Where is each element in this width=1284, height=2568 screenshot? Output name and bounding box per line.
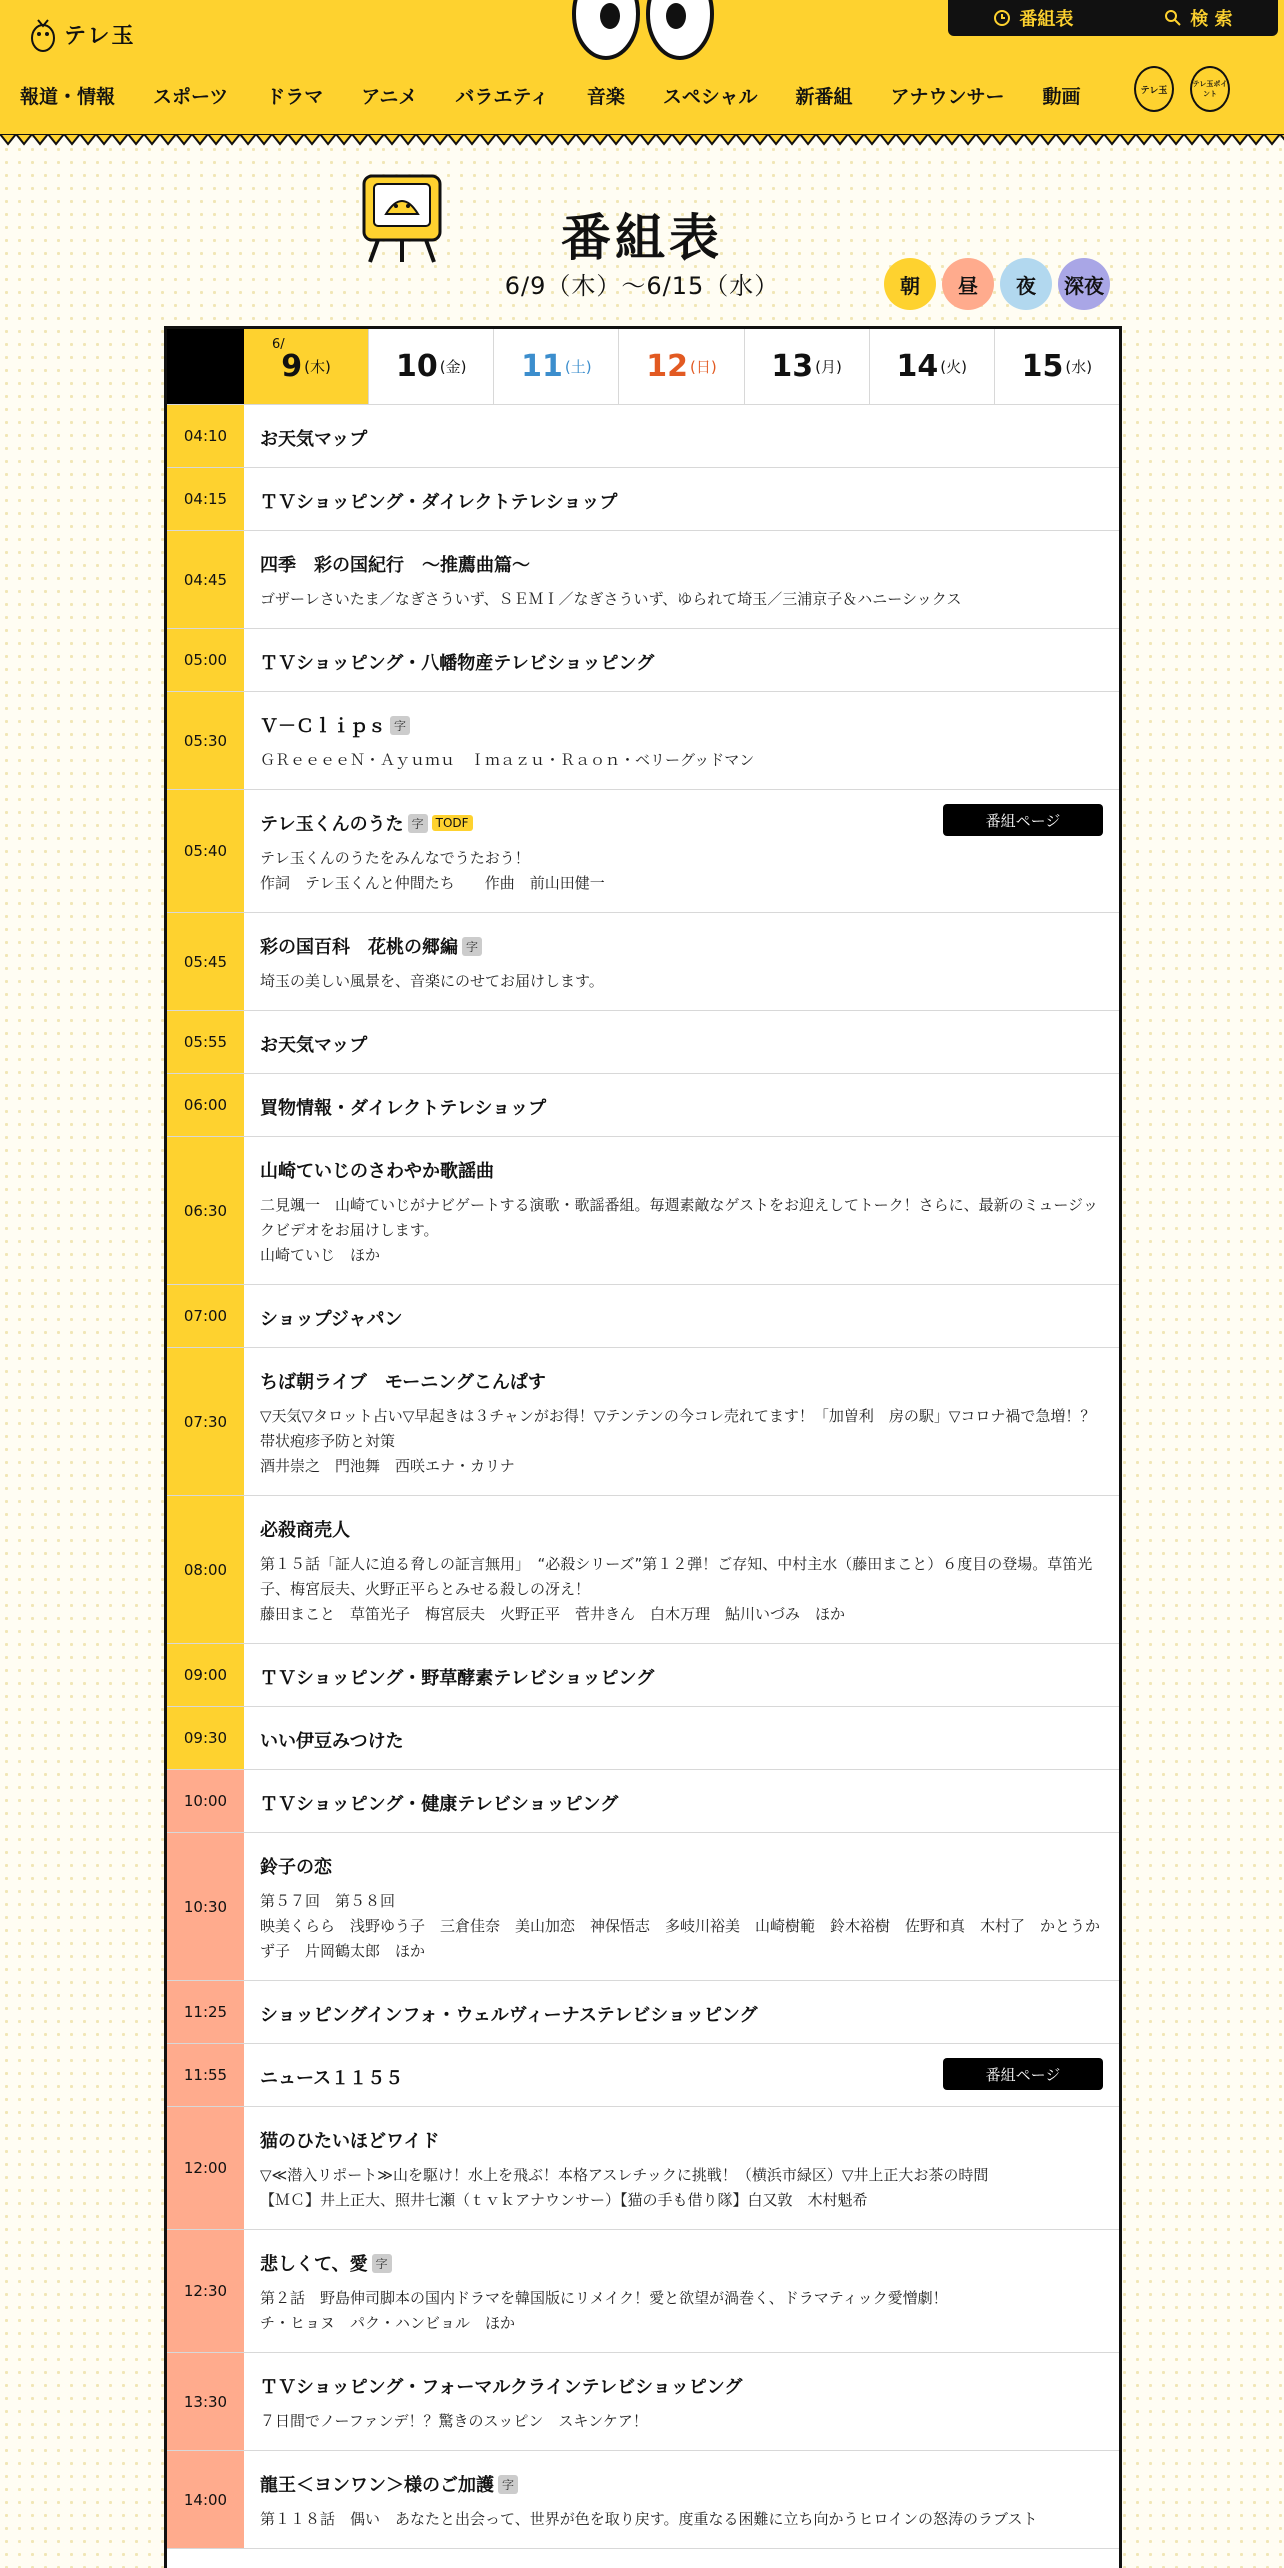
program-description-line: 作詞 テレ玉くんと仲間たち 作曲 前山田健一: [260, 874, 605, 892]
day-tab[interactable]: [619, 329, 744, 404]
day-tab[interactable]: [494, 329, 619, 404]
program-cell[interactable]: [244, 1137, 1119, 1284]
program-description-line: 第１１８話 偶い あなたと出会って、世界が色を取り戻す。度重なる困難に立ち向かうヒロインの怒涛のラブスト: [260, 2510, 1038, 2528]
program-title: 鈴子の恋: [260, 1857, 332, 1878]
program-cell[interactable]: [244, 468, 1119, 530]
subtitle-badge: 字: [408, 814, 428, 833]
day-tab-weekday: (木): [304, 358, 331, 376]
day-tab[interactable]: [995, 329, 1119, 404]
program-title: 山崎ていじのさわやか歌謡曲: [260, 1161, 494, 1182]
program-time: 05:30: [167, 692, 244, 789]
program-time: 09:00: [167, 1644, 244, 1706]
program-cell[interactable]: [244, 2107, 1119, 2229]
program-cell[interactable]: [244, 1981, 1119, 2043]
program-row: [167, 790, 1119, 913]
day-tab-date: 12: [646, 349, 688, 384]
program-title-line: [260, 1790, 1103, 1816]
day-tab-date: 9: [281, 349, 303, 384]
points-badge-label: テレ玉ポイント: [1192, 80, 1228, 98]
day-tab-month: 6/: [272, 337, 285, 352]
program-row: [167, 405, 1119, 468]
program-title: ニュース１１５５: [260, 2068, 404, 2089]
program-description-line: 第１５話「証人に迫る脅しの証言無用」 “必殺シリーズ”第１２弾！ご存知、中村主水（藤田まこと）６度目の登場。草笛光子、梅宮辰夫、火野正平らとみせる殺しの冴え！: [260, 1555, 1093, 1598]
todf-badge: TODF: [432, 815, 473, 831]
program-description: [260, 2163, 1103, 2213]
day-tab-weekday: (日): [690, 358, 717, 376]
program-description: [260, 969, 1103, 994]
program-time: 04:45: [167, 531, 244, 628]
program-row: [167, 629, 1119, 692]
program-title-line: [260, 2471, 1103, 2497]
program-title-line: [260, 2127, 1103, 2153]
page-title: 番組表: [561, 209, 723, 267]
program-time: 10:00: [167, 1770, 244, 1832]
program-cell[interactable]: [244, 2230, 1119, 2352]
day-tab[interactable]: [870, 329, 995, 404]
day-tab-date: 15: [1021, 349, 1064, 384]
program-title: Ｖ－Ｃｌｉｐｓ: [260, 716, 386, 737]
date-range: 6/9（木）〜6/15（水）: [504, 272, 780, 300]
telletama-badge[interactable]: [1134, 66, 1174, 112]
program-description: [260, 748, 1103, 773]
program-title: ＴＶショッピング・野草酵素テレビショッピング: [260, 1668, 655, 1689]
tod-noon-button[interactable]: 昼: [942, 258, 994, 310]
day-tab-date: 13: [771, 349, 814, 384]
program-time: 08:00: [167, 1496, 244, 1643]
subtitle-badge: 字: [498, 2475, 518, 2494]
program-time: 07:30: [167, 1348, 244, 1495]
day-tab-weekday: (金): [439, 358, 467, 376]
nav-item-news[interactable]: 報道・情報: [20, 86, 116, 108]
nav-item-videos[interactable]: 動画: [1042, 86, 1081, 108]
program-title-line: [260, 1853, 1103, 1879]
day-tab-weekday: (月): [815, 358, 842, 376]
program-cell[interactable]: [244, 1644, 1119, 1706]
program-title-line: [260, 649, 1103, 675]
program-title: お天気マップ: [260, 429, 368, 450]
program-description: [260, 846, 1103, 896]
program-row: [167, 1644, 1119, 1707]
program-page-button[interactable]: 番組ページ: [943, 2058, 1103, 2090]
program-cell[interactable]: [244, 1707, 1119, 1769]
program-cell[interactable]: [244, 1074, 1119, 1136]
program-cell[interactable]: [244, 531, 1119, 628]
program-row: [167, 1011, 1119, 1074]
program-time: 14:00: [167, 2451, 244, 2548]
program-title: 悲しくて、愛: [260, 2254, 368, 2275]
search-link[interactable]: [1164, 5, 1232, 31]
program-description-line: ＧＲｅｅｅｅＮ・Ａｙｕｍｕ Ｉｍａｚｕ・Ｒａｏｎ・ベリーグッドマン: [260, 751, 755, 769]
program-title-line: [260, 1664, 1103, 1690]
program-title: 彩の国百科 花桃の郷編: [260, 937, 458, 958]
site-header: [0, 0, 1284, 136]
program-title-line: [260, 1157, 1103, 1183]
program-title: ＴＶショッピング・フォーマルクラインテレビショッピング: [260, 2377, 743, 2398]
nav-item-sports[interactable]: スポーツ: [153, 86, 229, 108]
program-title: テレ玉くんのうた: [260, 814, 404, 835]
program-title: 猫のひたいほどワイド: [260, 2131, 440, 2152]
program-row: [167, 1981, 1119, 2044]
program-title-line: [260, 1368, 1103, 1394]
program-row: [167, 1137, 1119, 1285]
program-title-line: [260, 2250, 1103, 2276]
program-description: [260, 587, 1103, 612]
day-tab[interactable]: [745, 329, 870, 404]
utility-bar: [948, 0, 1278, 36]
program-row: [167, 1285, 1119, 1348]
program-description-line: ゴザーレさいたま／なぎさういず、ＳＥＭＩ／なぎさういず、ゆられて埼玉／三浦京子＆ハニーシックス: [260, 590, 962, 608]
program-description: [260, 1552, 1103, 1627]
subtitle-badge: 字: [390, 716, 410, 735]
main-nav: [20, 82, 1119, 109]
program-title: 四季 彩の国紀行 ～推薦曲篇～: [260, 555, 530, 576]
search-icon: [1164, 9, 1182, 27]
program-description-line: 藤田まこと 草笛光子 梅宮辰夫 火野正平 菅井きん 白木万理 鮎川いづみ ほか: [260, 1605, 846, 1623]
program-description-line: 【ＭＣ】井上正大、照井七瀬（ｔｖｋアナウンサー）【猫の手も借り隊】白又敦 木村魁希: [260, 2191, 868, 2209]
day-tabs: [167, 329, 1119, 405]
program-title-line: [260, 1516, 1103, 1542]
logo-text: テレ玉: [64, 23, 136, 49]
program-cell[interactable]: [244, 2451, 1119, 2548]
header-zigzag-edge: [0, 134, 1284, 148]
program-description-line: 第５７回 第５８回: [260, 1892, 396, 1910]
program-cell[interactable]: [244, 1285, 1119, 1347]
nav-item-variety[interactable]: バラエティ: [455, 86, 549, 108]
program-time: 12:30: [167, 2230, 244, 2352]
program-title-line: [260, 425, 1103, 451]
program-description-line: テレ玉くんのうたをみんなでうたおう！: [260, 849, 530, 867]
program-title: 必殺商売人: [260, 1520, 350, 1541]
clock-icon: [993, 9, 1011, 27]
program-title-line: [260, 712, 1103, 738]
nav-item-music[interactable]: 音楽: [586, 86, 625, 108]
program-row: [167, 1496, 1119, 1644]
time-of-day-selector: [884, 258, 1110, 310]
program-title: ＴＶショッピング・八幡物産テレビショッピング: [260, 653, 655, 674]
program-title: ＴＶショッピング・健康テレビショッピング: [260, 1794, 619, 1815]
tod-late-night-button[interactable]: 深夜: [1058, 258, 1110, 310]
program-description: [260, 2507, 1103, 2532]
program-description: [260, 1193, 1103, 1268]
program-cell[interactable]: [244, 629, 1119, 691]
program-row: [167, 2107, 1119, 2230]
program-row: [167, 2044, 1119, 2107]
program-description-line: 埼玉の美しい風景を、音楽にのせてお届けします。: [260, 972, 604, 990]
program-title: ショップジャパン: [260, 1309, 403, 1330]
subtitle-badge: 字: [372, 2254, 392, 2273]
program-description: [260, 2409, 1103, 2434]
program-time: 06:30: [167, 1137, 244, 1284]
telletama-mascot-icon: [28, 14, 58, 54]
program-title-line: [260, 933, 1103, 959]
tod-morning-button[interactable]: 朝: [884, 258, 936, 310]
program-time: 05:45: [167, 913, 244, 1010]
program-title-line: [260, 1305, 1103, 1331]
program-title: ＴＶショッピング・ダイレクトテレショップ: [260, 492, 618, 513]
search-link-label: 検 索: [1190, 9, 1233, 30]
program-title: ショッピングインフォ・ウェルヴィーナステレビショッピング: [260, 2005, 758, 2026]
program-time: 07:00: [167, 1285, 244, 1347]
day-tab-date: 10: [395, 349, 438, 384]
nav-item-anime[interactable]: アニメ: [361, 86, 418, 108]
program-row: [167, 692, 1119, 790]
mascot-eyes-icon: [568, 0, 718, 64]
program-title: 買物情報・ダイレクトテレショップ: [260, 1098, 547, 1119]
schedule-link[interactable]: [993, 5, 1073, 31]
program-time: 04:10: [167, 405, 244, 467]
program-row: [167, 1770, 1119, 1833]
program-row: [167, 2353, 1119, 2451]
nav-item-drama[interactable]: ドラマ: [266, 86, 324, 108]
program-cell[interactable]: [244, 790, 1119, 912]
program-time: 13:30: [167, 2353, 244, 2450]
nav-item-announcers[interactable]: アナウンサー: [890, 86, 1005, 108]
program-row: [167, 2230, 1119, 2353]
program-time: 05:00: [167, 629, 244, 691]
program-title: 龍王＜ヨンワン＞様のご加護: [260, 2475, 494, 2496]
program-cell[interactable]: [244, 1496, 1119, 1643]
program-cell[interactable]: [244, 913, 1119, 1010]
program-time: 05:55: [167, 1011, 244, 1073]
program-time: 11:55: [167, 2044, 244, 2106]
program-title-line: [260, 1727, 1103, 1753]
program-description-line: 映美くらら 浅野ゆう子 三倉佳奈 美山加恋 神保悟志 多岐川裕美 山崎樹範 鈴木裕樹 佐野和真 木村了 かとうかず子 片岡鶴太郎 ほか: [260, 1917, 1101, 1960]
program-title-line: [260, 488, 1103, 514]
header-badges: [1134, 66, 1230, 112]
program-row: [167, 1833, 1119, 1981]
program-title: いい伊豆みつけた: [260, 1731, 404, 1752]
program-description-line: ７日間でノーファンデ！？驚きのスッピン スキンケア！: [260, 2412, 648, 2430]
schedule-link-label: 番組表: [1019, 9, 1074, 30]
program-row: [167, 913, 1119, 1011]
program-description-line: 第２話 野島伸司脚本の国内ドラマを韓国版にリメイク！愛と欲望が渦巻く、ドラマティック愛憎劇！: [260, 2289, 948, 2307]
program-description-line: ▽≪潜入リポート≫山を駆け！水上を飛ぶ！本格アスレチックに挑戦！（横浜市緑区）▽井上正大お茶の時間: [260, 2166, 989, 2184]
program-description-line: ▽天気▽タロット占い▽早起きは３チャンがお得！▽テンテンの今コレ売れてます！「加曽利 房の駅」▽コロナ禍で急増！？帯状疱疹予防と対策: [260, 1407, 1096, 1450]
program-row: [167, 531, 1119, 629]
program-description: [260, 1404, 1103, 1479]
tod-evening-button[interactable]: 夜: [1000, 258, 1052, 310]
telletama-badge-label: テレ玉: [1140, 85, 1168, 96]
day-tab[interactable]: [244, 329, 369, 404]
program-list: [167, 405, 1119, 2549]
subtitle-badge: 字: [462, 937, 482, 956]
program-cell[interactable]: [244, 1770, 1119, 1832]
program-time: 09:30: [167, 1707, 244, 1769]
program-title-line: [260, 2373, 1103, 2399]
program-time: 10:30: [167, 1833, 244, 1980]
nav-item-new-programs[interactable]: 新番組: [795, 86, 853, 108]
program-row: [167, 1348, 1119, 1496]
program-cell[interactable]: [244, 1348, 1119, 1495]
program-description: [260, 2286, 1103, 2336]
program-row: [167, 468, 1119, 531]
program-title-line: [260, 1031, 1103, 1057]
grid-corner: [167, 329, 244, 404]
program-cell[interactable]: [244, 2044, 1119, 2106]
schedule-grid: [164, 326, 1122, 2568]
day-tab-date: 11: [521, 349, 563, 384]
program-row: [167, 2451, 1119, 2549]
program-description-line: 酒井崇之 門池舞 西咲エナ・カリナ: [260, 1457, 515, 1475]
program-description: [260, 1889, 1103, 1964]
program-cell[interactable]: [244, 2353, 1119, 2450]
program-cell[interactable]: [244, 1833, 1119, 1980]
program-time: 11:25: [167, 1981, 244, 2043]
program-title-line: [260, 1094, 1103, 1120]
program-description-line: 二見颯一 山崎ていじがナビゲートする演歌・歌謡番組。毎週素敵なゲストをお迎えしてトーク！さらに、最新のミュージックビデオをお届けします。: [260, 1196, 1099, 1239]
day-tab[interactable]: [369, 329, 494, 404]
day-tab-weekday: (土): [564, 358, 592, 376]
program-title-line: [260, 2001, 1103, 2027]
program-cell[interactable]: [244, 692, 1119, 789]
program-row: [167, 1074, 1119, 1137]
day-tab-weekday: (火): [940, 358, 967, 376]
program-time: 12:00: [167, 2107, 244, 2229]
program-title: お天気マップ: [260, 1035, 368, 1056]
program-cell[interactable]: [244, 405, 1119, 467]
points-badge[interactable]: [1190, 66, 1230, 112]
program-title-line: [260, 551, 1103, 577]
program-time: 04:15: [167, 468, 244, 530]
program-page-button[interactable]: 番組ページ: [943, 804, 1103, 836]
program-row: [167, 1707, 1119, 1770]
program-time: 05:40: [167, 790, 244, 912]
day-tab-date: 14: [896, 349, 939, 384]
day-tab-weekday: (水): [1065, 358, 1093, 376]
program-cell[interactable]: [244, 1011, 1119, 1073]
program-description-line: チ・ヒョヌ パク・ハンビョル ほか: [260, 2314, 516, 2332]
program-description-line: 山崎ていじ ほか: [260, 1246, 381, 1264]
logo[interactable]: [28, 14, 136, 54]
program-title: ちば朝ライブ モーニングこんぱす: [260, 1372, 546, 1393]
nav-item-special[interactable]: スペシャル: [662, 86, 758, 108]
program-time: 06:00: [167, 1074, 244, 1136]
